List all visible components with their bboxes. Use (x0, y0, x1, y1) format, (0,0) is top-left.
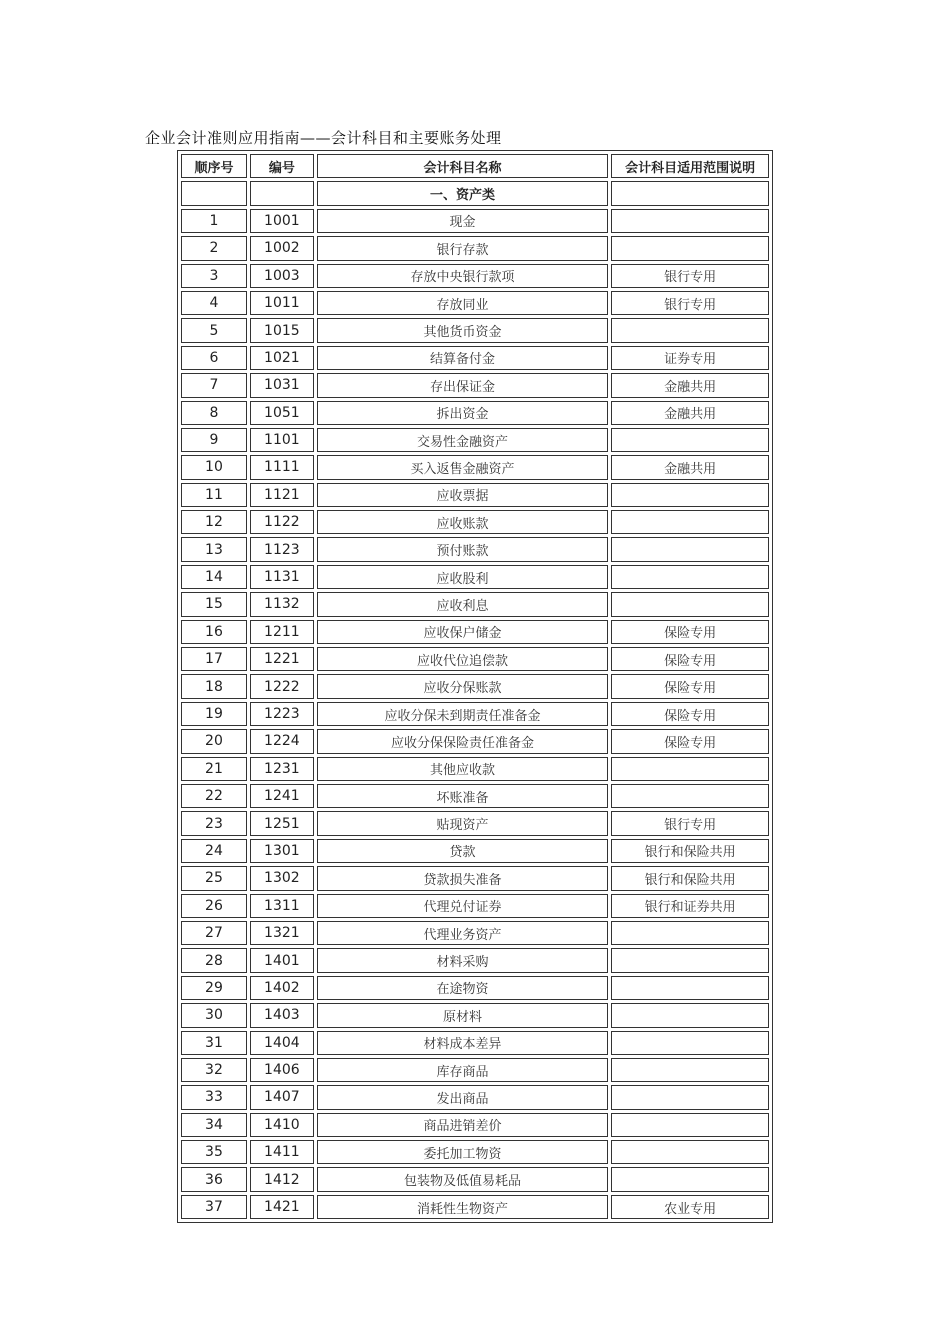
scope-cell: 证券专用 (611, 346, 769, 370)
seq-cell: 14 (181, 565, 247, 589)
seq-cell: 31 (181, 1031, 247, 1055)
seq-cell: 9 (181, 428, 247, 452)
code-cell: 1002 (250, 236, 314, 260)
account-name-cell: 存出保证金 (317, 373, 608, 397)
account-name-cell: 商品进销差价 (317, 1113, 608, 1137)
table-row (181, 565, 769, 589)
scope-cell (611, 1058, 769, 1082)
account-name-cell: 贷款 (317, 839, 608, 863)
code-cell: 1411 (250, 1140, 314, 1164)
table-row (181, 373, 769, 397)
scope-cell (611, 1113, 769, 1137)
seq-cell: 19 (181, 702, 247, 726)
table-row (181, 948, 769, 972)
scope-cell (611, 236, 769, 260)
table-row (181, 346, 769, 370)
header-scope: 会计科目适用范围说明 (611, 154, 769, 178)
account-name-cell: 委托加工物资 (317, 1140, 608, 1164)
scope-cell: 保险专用 (611, 729, 769, 753)
seq-cell: 21 (181, 757, 247, 781)
code-cell: 1101 (250, 428, 314, 452)
scope-cell: 金融共用 (611, 455, 769, 479)
table-row (181, 510, 769, 534)
table-row (181, 620, 769, 644)
code-cell: 1251 (250, 811, 314, 835)
header-code: 编号 (250, 154, 314, 178)
code-cell: 1412 (250, 1167, 314, 1191)
account-name-cell: 其他货币资金 (317, 318, 608, 342)
seq-cell: 3 (181, 264, 247, 288)
scope-cell: 金融共用 (611, 401, 769, 425)
code-cell: 1011 (250, 291, 314, 315)
code-cell: 1131 (250, 565, 314, 589)
table-row (181, 839, 769, 863)
table-row (181, 674, 769, 698)
code-cell: 1421 (250, 1195, 314, 1219)
scope-cell: 保险专用 (611, 702, 769, 726)
accounts-table (177, 150, 773, 1223)
scope-cell: 银行专用 (611, 264, 769, 288)
seq-cell: 26 (181, 894, 247, 918)
account-name-cell: 代理业务资产 (317, 921, 608, 945)
scope-cell (611, 209, 769, 233)
account-name-cell: 存放同业 (317, 291, 608, 315)
seq-cell: 22 (181, 784, 247, 808)
seq-cell: 12 (181, 510, 247, 534)
category-seq-cell (181, 181, 247, 205)
seq-cell: 28 (181, 948, 247, 972)
code-cell: 1321 (250, 921, 314, 945)
code-cell: 1221 (250, 647, 314, 671)
seq-cell: 6 (181, 346, 247, 370)
table-row (181, 264, 769, 288)
seq-cell: 16 (181, 620, 247, 644)
table-row (181, 537, 769, 561)
code-cell: 1121 (250, 483, 314, 507)
code-cell: 1223 (250, 702, 314, 726)
account-name-cell: 应收代位追偿款 (317, 647, 608, 671)
seq-cell: 15 (181, 592, 247, 616)
scope-cell (611, 1031, 769, 1055)
account-name-cell: 贴现资产 (317, 811, 608, 835)
seq-cell: 24 (181, 839, 247, 863)
account-name-cell: 应收账款 (317, 510, 608, 534)
code-cell: 1301 (250, 839, 314, 863)
seq-cell: 4 (181, 291, 247, 315)
scope-cell (611, 565, 769, 589)
table-row (181, 483, 769, 507)
table-row (181, 1195, 769, 1219)
scope-cell (611, 948, 769, 972)
account-name-cell: 预付账款 (317, 537, 608, 561)
seq-cell: 1 (181, 209, 247, 233)
seq-cell: 13 (181, 537, 247, 561)
seq-cell: 23 (181, 811, 247, 835)
seq-cell: 5 (181, 318, 247, 342)
table-row (181, 1140, 769, 1164)
scope-cell: 银行和保险共用 (611, 866, 769, 890)
account-name-cell: 应收利息 (317, 592, 608, 616)
account-name-cell: 原材料 (317, 1003, 608, 1027)
seq-cell: 33 (181, 1085, 247, 1109)
code-cell: 1402 (250, 976, 314, 1000)
seq-cell: 25 (181, 866, 247, 890)
account-name-cell: 库存商品 (317, 1058, 608, 1082)
table-row (181, 1058, 769, 1082)
table-row (181, 1085, 769, 1109)
code-cell: 1404 (250, 1031, 314, 1055)
table-row (181, 1167, 769, 1191)
account-name-cell: 应收分保账款 (317, 674, 608, 698)
seq-cell: 30 (181, 1003, 247, 1027)
header-seq: 顺序号 (181, 154, 247, 178)
code-cell: 1111 (250, 455, 314, 479)
document-title: 企业会计准则应用指南——会计科目和主要账务处理 (145, 129, 502, 147)
account-name-cell: 应收股利 (317, 565, 608, 589)
scope-cell: 金融共用 (611, 373, 769, 397)
code-cell: 1406 (250, 1058, 314, 1082)
seq-cell: 35 (181, 1140, 247, 1164)
seq-cell: 29 (181, 976, 247, 1000)
code-cell: 1407 (250, 1085, 314, 1109)
account-name-cell: 其他应收款 (317, 757, 608, 781)
scope-cell (611, 1003, 769, 1027)
category-label: 一、资产类 (317, 181, 608, 205)
seq-cell: 8 (181, 401, 247, 425)
seq-cell: 2 (181, 236, 247, 260)
code-cell: 1403 (250, 1003, 314, 1027)
table-row (181, 1031, 769, 1055)
seq-cell: 27 (181, 921, 247, 945)
scope-cell: 农业专用 (611, 1195, 769, 1219)
table-row (181, 1113, 769, 1137)
category-scope-cell (611, 181, 769, 205)
seq-cell: 7 (181, 373, 247, 397)
account-name-cell: 包装物及低值易耗品 (317, 1167, 608, 1191)
account-name-cell: 贷款损失准备 (317, 866, 608, 890)
table-header-row (181, 154, 769, 178)
table-row (181, 401, 769, 425)
seq-cell: 17 (181, 647, 247, 671)
code-cell: 1231 (250, 757, 314, 781)
account-name-cell: 现金 (317, 209, 608, 233)
account-name-cell: 在途物资 (317, 976, 608, 1000)
seq-cell: 37 (181, 1195, 247, 1219)
code-cell: 1410 (250, 1113, 314, 1137)
scope-cell (611, 592, 769, 616)
table-row (181, 592, 769, 616)
scope-cell (611, 510, 769, 534)
code-cell: 1003 (250, 264, 314, 288)
account-name-cell: 应收保户储金 (317, 620, 608, 644)
code-cell: 1211 (250, 620, 314, 644)
account-name-cell: 发出商品 (317, 1085, 608, 1109)
scope-cell: 保险专用 (611, 647, 769, 671)
code-cell: 1311 (250, 894, 314, 918)
account-name-cell: 材料成本差异 (317, 1031, 608, 1055)
scope-cell: 银行和证券共用 (611, 894, 769, 918)
code-cell: 1031 (250, 373, 314, 397)
category-row (181, 181, 769, 205)
scope-cell (611, 483, 769, 507)
scope-cell: 银行专用 (611, 291, 769, 315)
account-name-cell: 存放中央银行款项 (317, 264, 608, 288)
scope-cell: 银行和保险共用 (611, 839, 769, 863)
scope-cell (611, 428, 769, 452)
seq-cell: 10 (181, 455, 247, 479)
code-cell: 1015 (250, 318, 314, 342)
account-name-cell: 交易性金融资产 (317, 428, 608, 452)
table-row (181, 1003, 769, 1027)
code-cell: 1123 (250, 537, 314, 561)
account-name-cell: 买入返售金融资产 (317, 455, 608, 479)
scope-cell (611, 1140, 769, 1164)
header-account-name: 会计科目名称 (317, 154, 608, 178)
code-cell: 1401 (250, 948, 314, 972)
table-row (181, 318, 769, 342)
code-cell: 1021 (250, 346, 314, 370)
table-row (181, 209, 769, 233)
account-name-cell: 应收分保未到期责任准备金 (317, 702, 608, 726)
table-row (181, 647, 769, 671)
scope-cell (611, 1085, 769, 1109)
table-row (181, 811, 769, 835)
scope-cell (611, 784, 769, 808)
account-name-cell: 结算备付金 (317, 346, 608, 370)
scope-cell (611, 757, 769, 781)
account-name-cell: 应收票据 (317, 483, 608, 507)
seq-cell: 20 (181, 729, 247, 753)
account-name-cell: 消耗性生物资产 (317, 1195, 608, 1219)
account-name-cell: 应收分保保险责任准备金 (317, 729, 608, 753)
table-row (181, 784, 769, 808)
table-row (181, 976, 769, 1000)
table-row (181, 291, 769, 315)
table-row (181, 757, 769, 781)
seq-cell: 32 (181, 1058, 247, 1082)
table-row (181, 729, 769, 753)
table-row (181, 428, 769, 452)
category-code-cell (250, 181, 314, 205)
seq-cell: 18 (181, 674, 247, 698)
code-cell: 1241 (250, 784, 314, 808)
account-name-cell: 坏账准备 (317, 784, 608, 808)
scope-cell (611, 976, 769, 1000)
code-cell: 1051 (250, 401, 314, 425)
account-name-cell: 材料采购 (317, 948, 608, 972)
code-cell: 1001 (250, 209, 314, 233)
table-row (181, 921, 769, 945)
account-name-cell: 银行存款 (317, 236, 608, 260)
table-row (181, 236, 769, 260)
scope-cell (611, 318, 769, 342)
seq-cell: 34 (181, 1113, 247, 1137)
code-cell: 1302 (250, 866, 314, 890)
code-cell: 1122 (250, 510, 314, 534)
account-name-cell: 拆出资金 (317, 401, 608, 425)
scope-cell (611, 1167, 769, 1191)
code-cell: 1132 (250, 592, 314, 616)
table-row (181, 455, 769, 479)
table-row (181, 894, 769, 918)
code-cell: 1222 (250, 674, 314, 698)
seq-cell: 36 (181, 1167, 247, 1191)
scope-cell (611, 537, 769, 561)
account-name-cell: 代理兑付证券 (317, 894, 608, 918)
scope-cell: 保险专用 (611, 620, 769, 644)
code-cell: 1224 (250, 729, 314, 753)
scope-cell: 银行专用 (611, 811, 769, 835)
table-row (181, 866, 769, 890)
scope-cell: 保险专用 (611, 674, 769, 698)
scope-cell (611, 921, 769, 945)
seq-cell: 11 (181, 483, 247, 507)
table-row (181, 702, 769, 726)
